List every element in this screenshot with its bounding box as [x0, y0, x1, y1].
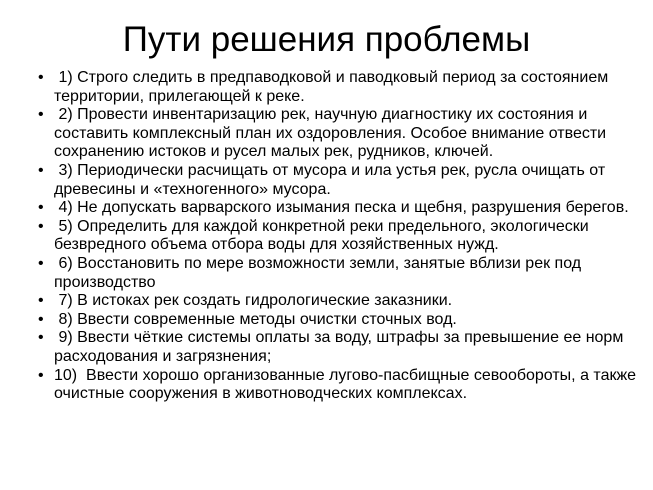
bullet-marker: • [38, 329, 44, 347]
bullet-list [0, 69, 653, 404]
list-item [38, 69, 642, 106]
list-item [38, 311, 642, 330]
bullet-marker: • [38, 366, 44, 384]
bullet-marker: • [38, 161, 44, 179]
list-item [38, 367, 642, 404]
slide-title: Пути решения проблемы [122, 20, 531, 59]
list-item-text: 9) Ввести чёткие системы оплаты за воду, штрафы за превышение ее норм расходования и загрязнения; [54, 329, 628, 365]
bullet-marker: • [38, 69, 44, 86]
list-item [38, 106, 642, 162]
list-item-text: 7) В истоках рек создать гидрологические заказники. [54, 292, 453, 310]
list-item [38, 292, 642, 311]
list-item-text: 3) Периодически расчищать от мусора и ила устья рек, русла очищать от древесины и «техногенного» мусора. [54, 161, 610, 198]
bullet-marker: • [38, 199, 44, 217]
list-item [38, 162, 642, 199]
list-item-text: 5) Определить для каждой конкретной реки предельного, экологически безвредного объема отбора воды для хозяйственных нужд. [54, 217, 594, 254]
list-item [38, 199, 642, 218]
list-item-text: 8) Ввести современные методы очистки сточных вод. [54, 310, 457, 328]
list-item-text: 6) Восстановить по мере возможности земли, занятые вблизи рек под производство [54, 254, 586, 291]
list-item [38, 329, 642, 366]
bullet-marker: • [38, 310, 44, 328]
list-item [38, 218, 642, 255]
bullet-marker: • [38, 106, 44, 124]
list-item-text: 2) Провести инвентаризацию рек, научную диагностику их состояния и составить комплексный план их оздоровления. Особое внимание отвести сохранению истоков и русел малых рек, рудников, ключей. [54, 106, 611, 161]
bullet-marker: • [38, 292, 44, 310]
list-item-text: 10) Ввести хорошо организованные лугово-пасбищные севообороты, а также очистные сооружения в животноводческих комплексах. [54, 366, 641, 403]
list-item [38, 255, 642, 292]
list-item-text: 4) Не допускать варварского изымания песка и щебня, разрушения берегов. [54, 199, 629, 217]
bullet-marker: • [38, 217, 44, 235]
bullet-marker: • [38, 254, 44, 272]
list-item-text: 1) Строго следить в предпаводковой и паводковый период за состоянием территории, прилегающей к реке. [54, 69, 613, 105]
